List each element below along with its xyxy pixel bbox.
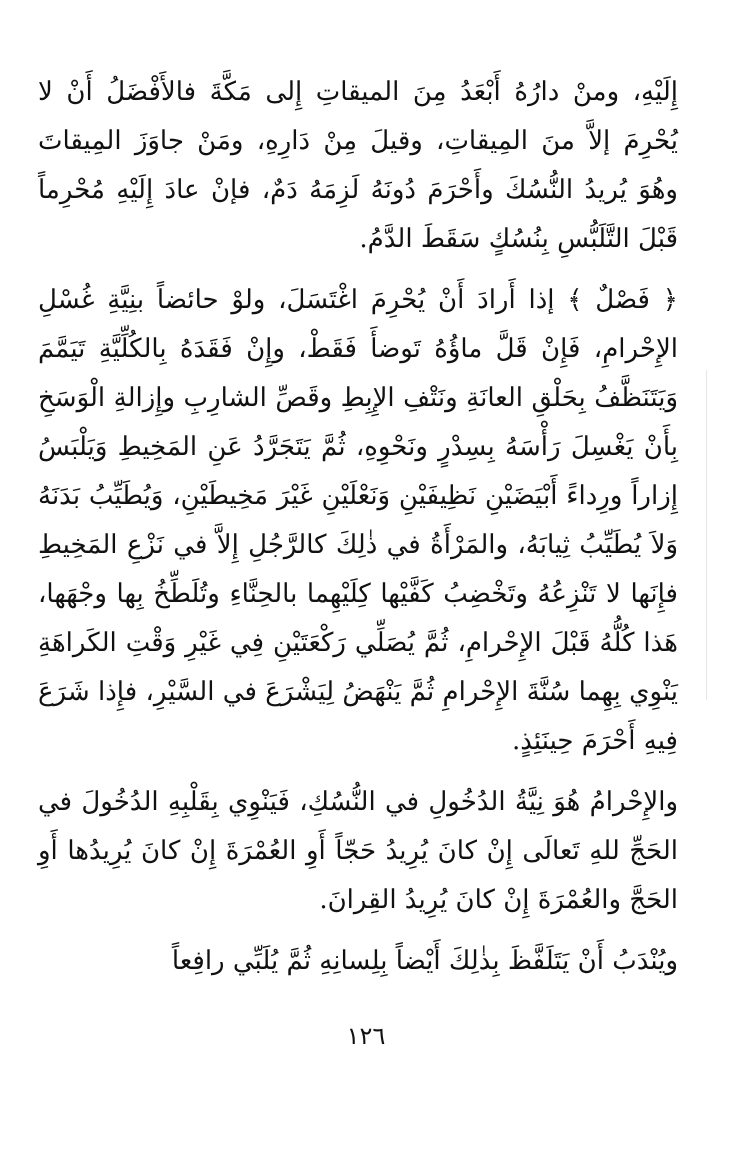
paragraph-talbiyah: ويُنْدَبُ أَنْ يَتَلَفَّظَ بِذٰلِكَ أَيْضاً بِلِسانِهِ ثُمَّ يُلَبِّي رافِعاً (171, 946, 678, 976)
page-number: ١٢٦ (346, 1022, 386, 1050)
paragraph-miqat: إِلَيْهِ، ومنْ دارُهُ أَبْعَدُ مِنَ الميقاتِ إِلى مَكَّةَ فالأَفْضَلُ أَنْ لا يُحْرِمَ إلاَّ منَ المِيقاتِ، وقيلَ مِنْ دَارِهِ، ومَنْ جاوَزَ المِيقاتَ وهُوَ يُريدُ النُّسُكَ وأَحْرَمَ دُونَهُ لَزِمَهُ دَمٌ، فإنْ عادَ إِلَيْهِ مُحْرِماً قَبْلَ التَّلَبُّسِ بِنُسُكٍ سَقَطَ الدَّمُ. (38, 77, 678, 254)
page-edge-line (706, 370, 707, 700)
paragraph-ihram-niyyah: والإِحْرامُ هُوَ نِيَّةُ الدُخُولِ في النُّسُكِ، فَيَنْوِي بِقَلْبِهِ الدُخُولَ في الحَجِّ للهِ تَعالَى إِنْ كانَ يُرِيدُ حَجّاً أَوِ العُمْرَةَ إِنْ كانَ يُرِيدُها أَوِ الحَجَّ والعُمْرَةَ إِنْ كانَ يُرِيدُ القِرانَ. (38, 787, 678, 915)
page-text-block (38, 68, 678, 986)
paragraph-fasl-ihram: ﴿ فَصْلٌ ﴾ إذا أَرادَ أَنْ يُحْرِمَ اغْتَسَلَ، ولوْ حائضاً بنِيَّةِ غُسْلِ الإِحْرامِ، فَإِنْ قَلَّ ماؤُهُ تَوضأَ فَقَطْ، وإِنْ فَقَدَهُ بِالكُلِّيَّةِ تَيَمَّمَ وَيَتَنَظَّفُ بِحَلْقِ العانَةِ ونَتْفِ الإِبِطِ وقَصِّ الشارِبِ وإِزالةِ الْوَسَخِ بِأَنْ يَغْسِلَ رَأْسَهُ بِسِدْرٍ ونَحْوِهِ، ثُمَّ يَتَجَرَّدُ عَنِ المَخِيطِ وَيَلْبَسُ إِزاراً ورِداءً أَبْيَضَيْنِ نَظِيفَيْنِ وَنَعْلَيْنِ غَيْرَ مَخِيطَيْنِ، وَيُطَيِّبُ بَدَنَهُ وَلاَ يُطَيِّبُ ثِيابَهُ، والمَرْأَةُ في ذٰلِكَ كالرَّجُلِ إِلاَّ في نَزْعِ المَخِيطِ فإِنَها لا تَنْزِعُهُ وتَخْضِبُ كَفَّيْها كِلَيْهِما بالحِنَّاءِ وتُلَطِّخُ بِها وجْهَها، هَذا كُلُّهُ قَبْلَ الإِحْرامِ، ثُمَّ يُصَلِّي رَكْعَتَيْنِ فِي غَيْرِ وَقْتِ الكَراهَةِ يَنْوِي بِهِما سُنَّةَ الإِحْرامِ ثُمَّ يَنْهَضُ لِيَشْرَعَ في السَّيْرِ، فإِذا شَرَعَ فِيهِ أَحْرَمَ حِينَئِذٍ. (38, 285, 679, 756)
